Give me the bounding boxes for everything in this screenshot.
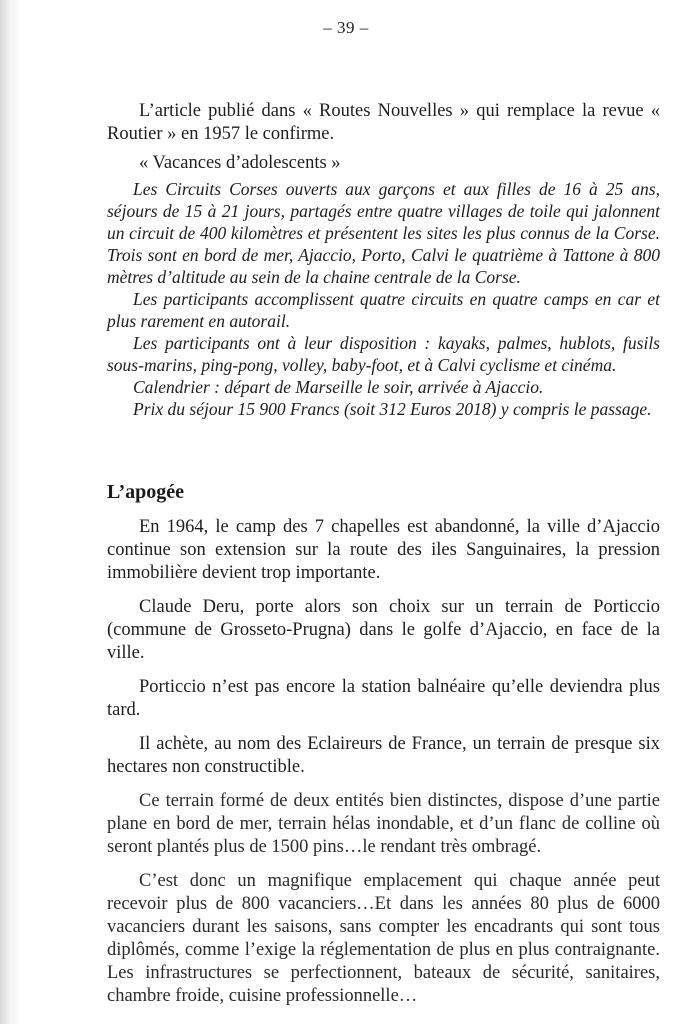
- page-number: – 39 –: [323, 18, 369, 37]
- quote-title: « Vacances d’adolescents »: [139, 153, 341, 173]
- body-paragraph-3: Porticcio n’est pas encore la station balnéaire qu’elle deviendra plus tard.: [107, 677, 660, 720]
- section-heading: L’apogée: [107, 481, 185, 503]
- quote-paragraph-1: Les Circuits Corses ouverts aux garçons et aux filles de 16 à 25 ans, séjours de 15 à 21 jours, partagés entre quatre villages de toile qui jalonnent un circuit de 400 kilomètres et présentent les sites les plus connus de la Corse. Trois sont en bord de mer, Ajaccio, Porto, Calvi le quatrième à Tattone à 800 mètres d’altitude au sein de la chaine centrale de la Corse.: [107, 179, 660, 287]
- intro-paragraph: L’article publié dans « Routes Nouvelles » qui remplace la revue « Routier » en 1957 le confirme.: [107, 101, 660, 144]
- quote-paragraph-5: Prix du séjour 15 900 Francs (soit 312 Euros 2018) y compris le passage.: [133, 399, 652, 419]
- body-paragraph-2: Claude Deru, porte alors son choix sur un terrain de Porticcio (commune de Grosseto-Prugna) dans le golfe d’Ajaccio, en face de la ville.: [107, 597, 660, 663]
- quote-paragraph-4: Calendrier : départ de Marseille le soir, arrivée à Ajaccio.: [133, 377, 544, 397]
- intro-block: [107, 100, 660, 175]
- quote-block: [107, 178, 660, 420]
- body-paragraph-4: Il achète, au nom des Eclaireurs de France, un terrain de presque six hectares non constructible.: [107, 734, 660, 777]
- body-paragraph-1: En 1964, le camp des 7 chapelles est abandonné, la ville d’Ajaccio continue son extension sur la route des iles Sanguinaires, la pression immobilière devient trop importante.: [107, 517, 660, 583]
- body-paragraph-5: Ce terrain formé de deux entités bien distinctes, dispose d’une partie plane en bord de mer, terrain hélas inondable, et d’un flanc de colline où seront plantés plus de 1500 pins…le rendant très ombragé.: [107, 791, 660, 857]
- body-paragraph-6: C’est donc un magnifique emplacement qui chaque année peut recevoir plus de 800 vacanciers…Et dans les années 80 plus de 6000 vacanciers durant les saisons, sans compter les encadrants qui sont tous diplômés, comme l’exige la réglementation de plus en plus contraignante. Les infrastructures se perfectionnent, bateaux de sécurité, sanitaires, chambre froide, cuisine professionnelle…: [107, 871, 660, 1006]
- quote-paragraph-2: Les participants accomplissent quatre circuits en quatre camps en car et plus rarement en autorail.: [107, 289, 660, 331]
- quote-paragraph-3: Les participants ont à leur disposition : kayaks, palmes, hublots, fusils sous-marins, ping-pong, volley, baby-foot, et à Calvi cyclisme et cinéma.: [107, 333, 660, 375]
- body-block: [107, 516, 660, 1019]
